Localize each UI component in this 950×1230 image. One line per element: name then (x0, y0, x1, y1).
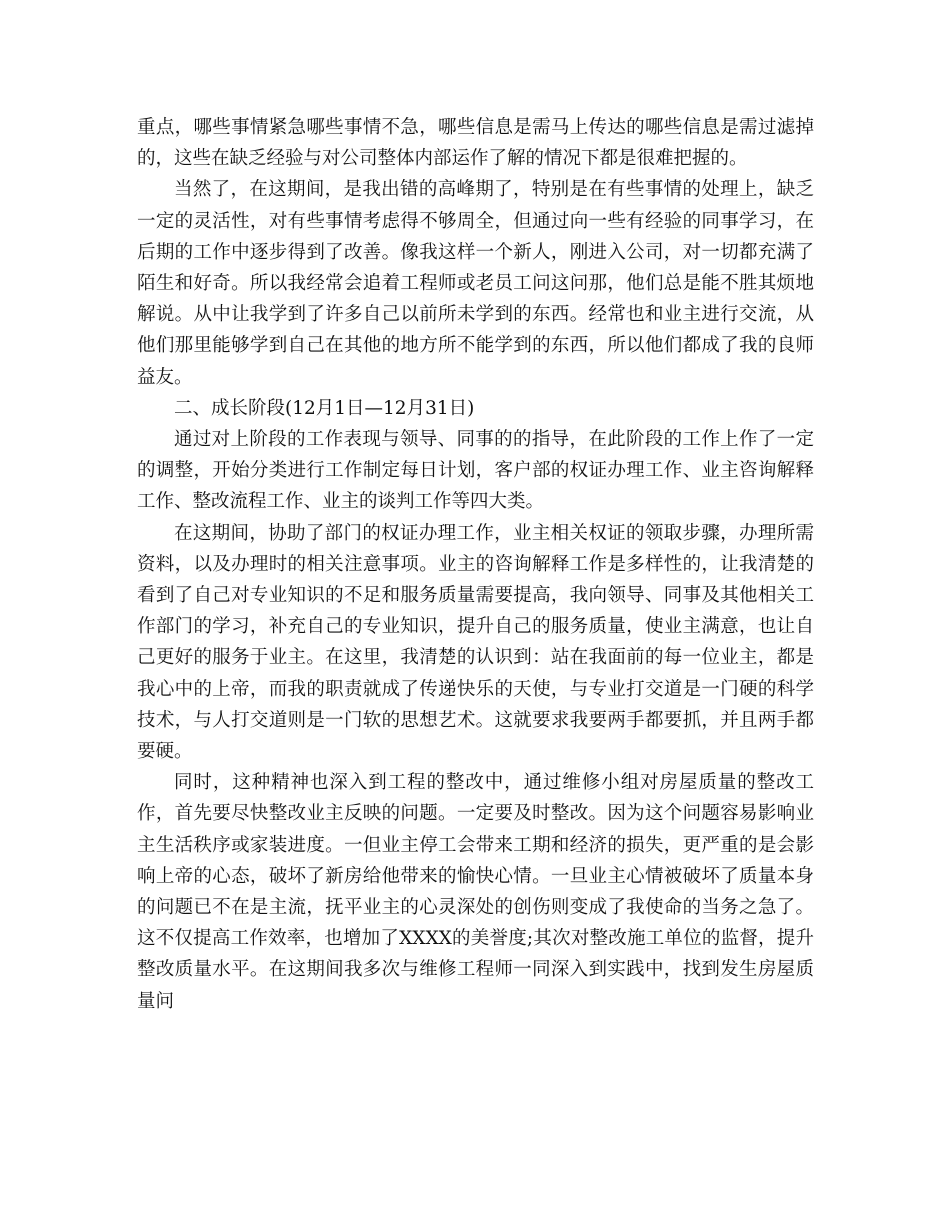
paragraph-5: 同时，这种精神也深入到工程的整改中，通过维修小组对房屋质量的整改工作，首先要尽快整改业主反映的问题。一定要及时整改。因为这个问题容易影响业主生活秩序或家装进度。一但业主停工会带来工期和经济的损失，更严重的是会影响上帝的心态，破坏了新房给他带来的愉快心情。一旦业主心情被破坏了质量本身的问题已不在是主流，抚平业主的心灵深处的创伤则变成了我使命的当务之急了。这不仅提高工作效率，也增加了XXXX的美誉度;其次对整改施工单位的监督，提升整改质量水平。在这期间我多次与维修工程师一同深入到实践中，找到发生房屋质量问 (137, 772, 814, 1012)
paragraph-1: 重点，哪些事情紧急哪些事情不急，哪些信息是需马上传达的哪些信息是需过滤掉的，这些在缺乏经验与对公司整体内部运作了解的情况下都是很难把握的。 (137, 117, 814, 170)
paragraph-4: 在这期间，协助了部门的权证办理工作，业主相关权证的领取步骤，办理所需资料，以及办理时的相关注意事项。业主的咨询解释工作是多样性的，让我清楚的看到了自己对专业知识的不足和服务质量需要提高，我向领导、同事及其他相关工作部门的学习，补充自己的专业知识，提升自己的服务质量，使业主满意，也让自己更好的服务于业主。在这里，我清楚的认识到：站在我面前的每一位业主，都是我心中的上帝，而我的职责就成了传递快乐的天使，与专业打交道是一门硬的科学技术，与人打交道则是一门软的思想艺术。这就要求我要两手都要抓，并且两手都要硬。 (137, 522, 814, 763)
section-heading: 二、成长阶段(12月1日—12月31日) (174, 397, 475, 419)
paragraph-3: 通过对上阶段的工作表现与领导、同事的的指导，在此阶段的工作上作了一定的调整，开始分类进行工作制定每日计划，客户部的权证办理工作、业主咨询解释工作、整改流程工作、业主的谈判工作等四大类。 (137, 429, 814, 513)
paragraph-2: 当然了，在这期间，是我出错的高峰期了，特别是在有些事情的处理上，缺乏一定的灵活性，对有些事情考虑得不够周全，但通过向一些有经验的同事学习，在后期的工作中逐步得到了改善。像我这样一个新人，刚进入公司，对一切都充满了陌生和好奇。所以我经常会追着工程师或老员工问这问那，他们总是能不胜其烦地解说。从中让我学到了许多自己以前所未学到的东西。经常也和业主进行交流，从他们那里能够学到自己在其他的地方所不能学到的东西，所以他们都成了我的良师益友。 (137, 179, 814, 388)
document-page (137, 112, 814, 1017)
